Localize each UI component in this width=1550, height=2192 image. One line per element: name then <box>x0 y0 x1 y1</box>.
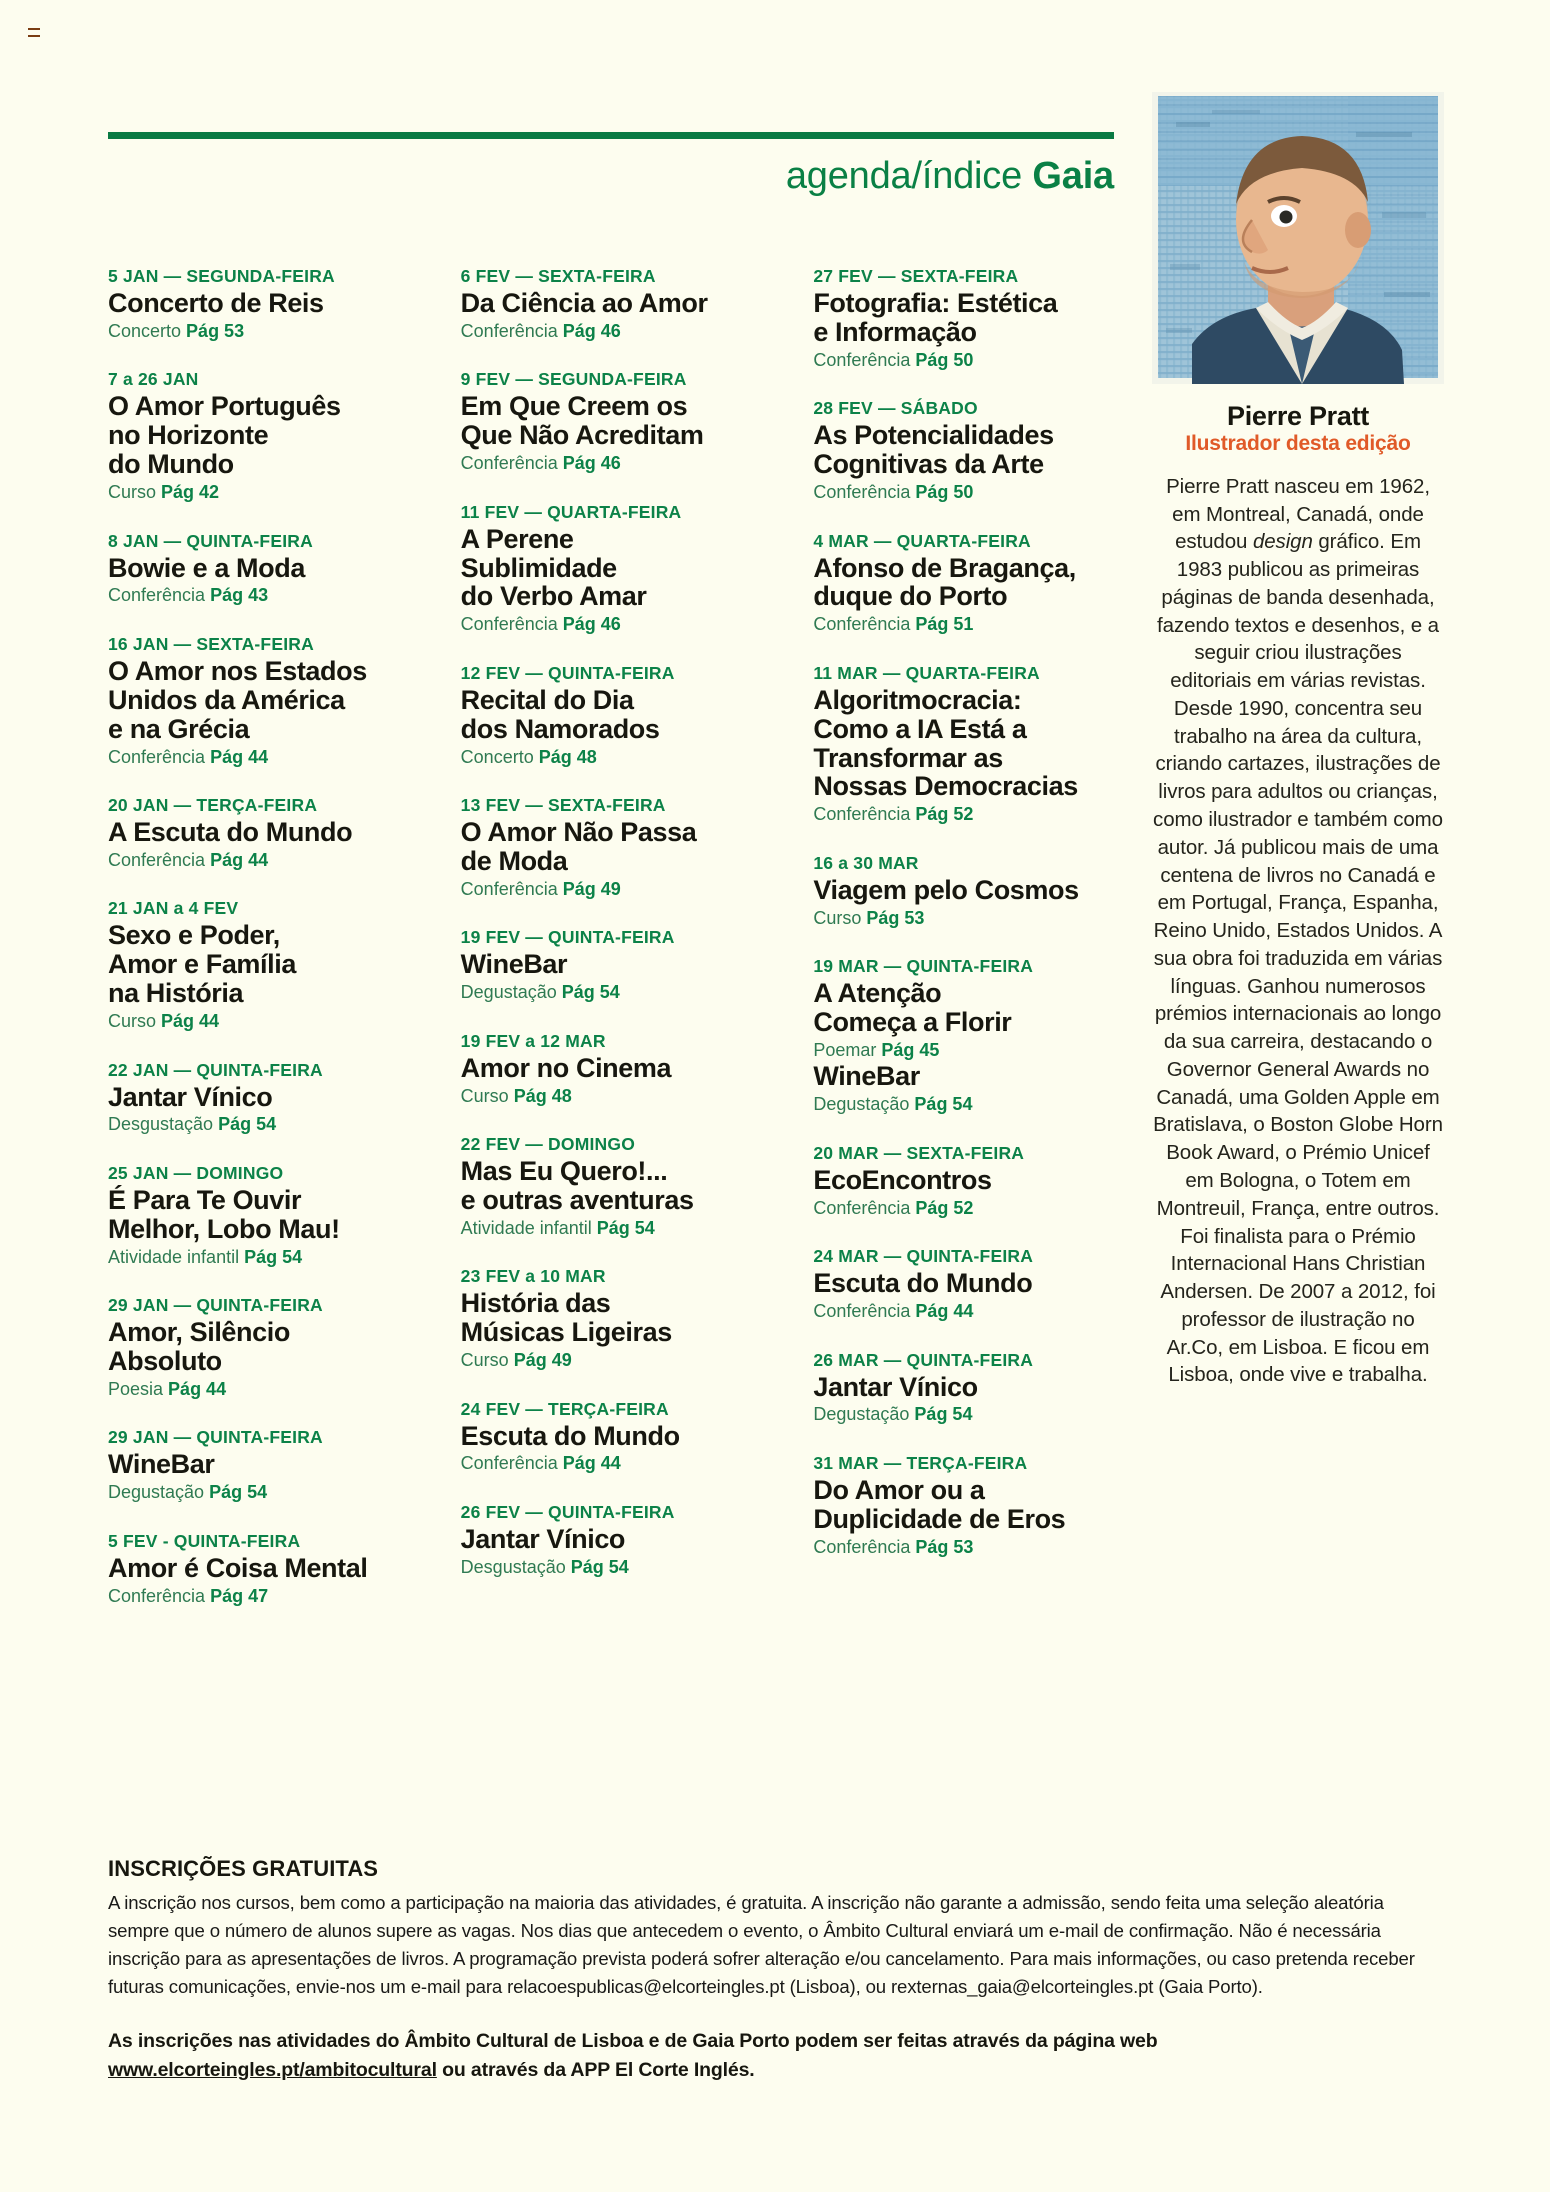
footer-heading: INSCRIÇÕES GRATUITAS <box>108 1856 379 1881</box>
agenda-event[interactable] <box>813 266 1130 371</box>
agenda-column-1 <box>108 266 425 1607</box>
event-kind: Conferência <box>813 1197 916 1218</box>
event-page-ref[interactable]: Pág 44 <box>210 849 269 870</box>
event-page-ref[interactable]: Pág 44 <box>210 746 269 767</box>
event-meta <box>813 1300 1130 1323</box>
event-kind: Desgustação <box>460 1556 571 1577</box>
event-kind: Conferência <box>460 453 563 474</box>
event-meta <box>461 1452 778 1475</box>
agenda-event[interactable] <box>108 634 425 768</box>
event-meta <box>108 849 425 872</box>
event-meta <box>461 613 778 636</box>
event-title: A Perene Sublimidade do Verbo Amar <box>460 523 647 612</box>
bio-text-part-1: Pierre Pratt nasceu em 1962, em Montreal, Canadá, onde estudou <box>1166 474 1430 554</box>
event-title: História das Músicas Ligeiras <box>460 1288 672 1348</box>
event-page-ref[interactable]: Pág 53 <box>866 907 925 928</box>
agenda-column-3 <box>813 266 1130 1607</box>
page-title-prefix: agenda/índice <box>785 155 1033 197</box>
event-title: As Potencialidades Cognitivas da Arte <box>813 420 1054 480</box>
event-title: Em Que Creem os Que Não Acreditam <box>460 391 704 451</box>
event-date: 22 FEV — DOMINGO <box>460 1134 636 1154</box>
event-page-ref[interactable]: Pág 43 <box>210 585 269 606</box>
agenda-event[interactable] <box>461 1031 778 1107</box>
event-meta <box>813 907 1130 930</box>
event-page-ref[interactable]: Pág 50 <box>915 482 974 502</box>
event-kind: Conferência <box>813 1536 916 1557</box>
event-title: EcoEncontros <box>813 1164 992 1195</box>
agenda-listing <box>108 266 1130 1607</box>
agenda-event[interactable] <box>813 531 1130 636</box>
event-title: Sexo e Poder, Amor e Família na História <box>108 920 296 1009</box>
event-date: 11 MAR — QUARTA-FEIRA <box>813 662 1040 683</box>
event-page-ref[interactable]: Pág 49 <box>513 1350 572 1370</box>
illustrator-name: Pierre Pratt <box>1227 401 1369 431</box>
crop-mark <box>28 28 40 37</box>
event-date: 29 JAN — QUINTA-FEIRA <box>108 1295 323 1316</box>
illustrator-portrait <box>1152 92 1444 384</box>
event-title: Viagem pelo Cosmos <box>813 874 1079 905</box>
event-meta <box>108 1010 425 1033</box>
agenda-event[interactable] <box>108 266 425 342</box>
event-meta <box>108 1246 425 1269</box>
event-page-ref[interactable]: Pág 54 <box>218 1114 277 1135</box>
agenda-event[interactable] <box>108 1427 425 1503</box>
event-kind: Conferência <box>108 1585 211 1606</box>
event-page-ref[interactable]: Pág 50 <box>915 349 974 370</box>
event-date: 9 FEV — SEGUNDA-FEIRA <box>460 369 687 390</box>
event-page-ref[interactable]: Pág 51 <box>915 614 974 635</box>
event-title: A Atenção Começa a Florir <box>813 978 1012 1037</box>
event-page-ref[interactable]: Pág 48 <box>513 1085 572 1106</box>
agenda-event[interactable] <box>461 1399 778 1475</box>
event-meta <box>461 1217 778 1240</box>
event-date: 26 MAR — QUINTA-FEIRA <box>813 1349 1034 1370</box>
event-meta <box>461 746 778 769</box>
event-kind: Degustação <box>460 982 562 1003</box>
event-title: Jantar Vínico <box>108 1081 273 1112</box>
event-page-ref[interactable]: Pág 44 <box>562 1453 621 1474</box>
event-title-secondary: WineBar <box>813 1061 920 1092</box>
illustrator-bio <box>1152 473 1444 1389</box>
event-kind: Conferência <box>460 1453 563 1474</box>
event-date: 20 MAR — SEXTA-FEIRA <box>813 1142 1025 1163</box>
event-meta <box>461 878 778 901</box>
page-title-brand: Gaia <box>1032 155 1114 197</box>
event-date: 4 MAR — QUARTA-FEIRA <box>813 530 1031 551</box>
agenda-event[interactable] <box>461 369 778 474</box>
event-date: 19 FEV — QUINTA-FEIRA <box>460 927 675 948</box>
event-kind: Conferência <box>108 746 211 767</box>
event-page-ref[interactable]: Pág 45 <box>881 1039 940 1060</box>
page-footer <box>108 1856 1448 2086</box>
event-page-ref[interactable]: Pág 54 <box>914 1404 973 1425</box>
event-page-ref[interactable]: Pág 48 <box>538 746 597 767</box>
page-header <box>108 132 1114 197</box>
agenda-event[interactable] <box>108 898 425 1032</box>
event-meta <box>461 1349 778 1372</box>
footer-note-part-1: As inscrições nas atividades do Âmbito Cultural de Lisboa e de Gaia Porto podem ser feitas através da página web <box>108 2029 1158 2052</box>
footer-body: A inscrição nos cursos, bem como a participação na maioria das atividades, é gratuita. A inscrição não garante a admissão, sendo feita uma seleção aleatória sempre que o número de alunos supere as vagas. Nos dias que antecedem o evento, o Âmbito Cultural enviará um e-mail de confirmação. Não é necessária inscrição para as apresentações de livros. A programação prevista poderá sofrer alteração e/ou cancelamento. Para mais informações, ou caso pretenda receber futuras comunicações, envie-nos um e-mail para relacoespublicas@elcorteingles.pt (Lisboa), ou rexternas_gaia@elcorteingles.pt (Gaia Porto). <box>108 1892 1415 1997</box>
event-kind: Curso <box>460 1350 514 1370</box>
event-date: 29 JAN — QUINTA-FEIRA <box>108 1427 323 1448</box>
agenda-event[interactable] <box>108 531 425 607</box>
event-date: 6 FEV — SEXTA-FEIRA <box>460 266 656 286</box>
event-kind: Conferência <box>813 349 916 370</box>
footer-note <box>108 2027 1448 2086</box>
event-page-ref[interactable]: Pág 54 <box>596 1217 655 1238</box>
event-kind: Conferência <box>460 614 563 635</box>
event-meta-secondary <box>813 1093 1130 1116</box>
event-meta <box>108 1585 425 1608</box>
event-meta <box>461 981 778 1004</box>
event-date: 16 JAN — SEXTA-FEIRA <box>108 633 314 654</box>
event-title: O Amor Não Passa de Moda <box>460 817 697 876</box>
event-meta <box>108 746 425 769</box>
event-title: É Para Te Ouvir Melhor, Lobo Mau! <box>108 1184 340 1244</box>
event-title: WineBar <box>460 949 568 980</box>
event-page-ref[interactable]: Pág 42 <box>161 482 220 502</box>
event-kind: Desgustação <box>108 1114 219 1135</box>
event-meta <box>461 320 778 343</box>
event-kind: Conferência <box>813 1301 916 1321</box>
agenda-event[interactable] <box>461 1266 778 1371</box>
event-page-ref[interactable]: Pág 49 <box>562 878 621 899</box>
event-meta <box>813 803 1130 826</box>
event-date: 27 FEV — SEXTA-FEIRA <box>813 266 1019 286</box>
event-date: 11 FEV — QUARTA-FEIRA <box>460 501 682 522</box>
event-date: 24 MAR — QUINTA-FEIRA <box>813 1246 1034 1267</box>
event-kind: Conferência <box>813 482 916 502</box>
agenda-event[interactable] <box>813 956 1130 1116</box>
event-kind: Curso <box>108 1011 162 1031</box>
illustrator-panel <box>1152 92 1444 1389</box>
agenda-event[interactable] <box>108 1531 425 1607</box>
portrait-illustration <box>1152 92 1444 384</box>
agenda-event[interactable] <box>461 502 778 636</box>
event-meta <box>108 320 425 343</box>
event-page-ref[interactable]: Pág 52 <box>915 1197 974 1218</box>
event-title: WineBar <box>108 1449 215 1480</box>
event-meta <box>813 349 1130 372</box>
event-kind: Poesia <box>108 1378 169 1399</box>
event-page-ref[interactable]: Pág 53 <box>915 1536 974 1557</box>
event-title: O Amor nos Estados Unidos da América e na Grécia <box>108 655 367 744</box>
event-meta <box>813 1403 1130 1426</box>
event-date: 16 a 30 MAR <box>813 852 919 873</box>
event-meta <box>461 452 778 475</box>
event-kind: Concerto <box>108 320 187 341</box>
event-meta <box>813 613 1130 636</box>
illustrator-role: Ilustrador desta edição <box>1185 431 1411 455</box>
event-meta <box>108 1481 425 1504</box>
event-date: 21 JAN a 4 FEV <box>108 898 239 919</box>
agenda-event[interactable] <box>461 1134 778 1239</box>
ambito-cultural-link[interactable]: www.elcorteingles.pt/ambitocultural <box>108 2059 437 2082</box>
event-meta <box>461 1085 778 1108</box>
event-title: Jantar Vínico <box>460 1523 626 1554</box>
event-date: 28 FEV — SÁBADO <box>813 398 978 419</box>
agenda-event[interactable] <box>813 1453 1130 1558</box>
bio-emphasis: design <box>1252 530 1313 554</box>
event-title: Escuta do Mundo <box>460 1420 680 1451</box>
event-page-ref[interactable]: Pág 46 <box>562 614 621 635</box>
event-page-ref[interactable]: Pág 44 <box>161 1011 220 1031</box>
event-date: 22 JAN — QUINTA-FEIRA <box>108 1059 323 1080</box>
event-page-ref[interactable]: Pág 46 <box>562 320 621 341</box>
agenda-event[interactable] <box>461 266 778 342</box>
event-page-ref[interactable]: Pág 47 <box>210 1585 269 1606</box>
agenda-event[interactable] <box>461 1502 778 1578</box>
event-title: Concerto de Reis <box>108 288 324 318</box>
header-rule <box>108 132 1114 139</box>
event-date: 23 FEV a 10 MAR <box>460 1266 606 1287</box>
event-title: Bowie e a Moda <box>108 552 305 583</box>
agenda-event[interactable] <box>461 795 778 900</box>
event-kind: Atividade infantil <box>460 1217 597 1238</box>
event-meta <box>108 481 425 504</box>
agenda-event[interactable] <box>108 795 425 871</box>
agenda-event[interactable] <box>108 1295 425 1400</box>
agenda-event[interactable] <box>813 398 1130 503</box>
event-kind: Curso <box>813 907 867 928</box>
event-meta <box>108 1113 425 1136</box>
event-page-ref[interactable]: Pág 44 <box>915 1301 974 1321</box>
event-date: 19 MAR — QUINTA-FEIRA <box>813 956 1034 977</box>
event-kind: Conferência <box>108 849 211 870</box>
agenda-event[interactable] <box>108 1163 425 1268</box>
event-date: 12 FEV — QUINTA-FEIRA <box>460 662 675 683</box>
page-title <box>108 157 1114 197</box>
event-date: 5 JAN — SEGUNDA-FEIRA <box>108 266 335 286</box>
agenda-event[interactable] <box>108 369 425 503</box>
agenda-event[interactable] <box>461 663 778 768</box>
event-page-ref[interactable]: Pág 52 <box>915 804 974 825</box>
event-page-ref[interactable]: Pág 53 <box>186 320 245 341</box>
event-title: Mas Eu Quero!... e outras aventuras <box>460 1156 694 1215</box>
event-kind-secondary: Degustação <box>813 1094 915 1115</box>
event-date: 19 FEV a 12 MAR <box>460 1030 606 1051</box>
event-title: Algoritmocracia: Como a IA Está a Transformar as Nossas Democracias <box>813 684 1078 802</box>
event-date: 25 JAN — DOMINGO <box>108 1162 284 1183</box>
event-kind: Degustação <box>108 1482 210 1503</box>
event-date: 7 a 26 JAN <box>108 369 199 390</box>
event-page-ref[interactable]: Pág 46 <box>562 453 621 474</box>
event-kind: Atividade infantil <box>108 1246 245 1267</box>
agenda-event[interactable] <box>461 927 778 1003</box>
event-kind: Conferência <box>813 614 916 635</box>
agenda-event[interactable] <box>813 853 1130 929</box>
event-meta <box>813 1039 1130 1062</box>
event-title: A Escuta do Mundo <box>108 817 353 847</box>
agenda-column-2 <box>461 266 778 1607</box>
event-page-ref[interactable]: Pág 54 <box>561 982 620 1003</box>
event-kind: Degustação <box>813 1404 915 1425</box>
footer-note-part-2: ou através da APP El Corte Inglés. <box>436 2059 755 2082</box>
event-meta <box>813 1197 1130 1220</box>
event-title: Afonso de Bragança, duque do Porto <box>813 552 1076 612</box>
event-page-ref[interactable]: Pág 54 <box>209 1482 268 1503</box>
event-title: Recital do Dia dos Namorados <box>460 684 660 744</box>
event-title: Jantar Vínico <box>813 1371 978 1402</box>
event-meta <box>108 584 425 607</box>
event-title: Do Amor ou a Duplicidade de Eros <box>813 1474 1066 1534</box>
event-meta <box>108 1378 425 1401</box>
event-title: Amor é Coisa Mental <box>108 1552 368 1583</box>
bio-text-part-2: gráfico. Em 1983 publicou as primeiras páginas de banda desenhada, fazendo textos e desenhos, e a seguir criou ilustrações editoriais em várias revistas. Desde 1990, concentra seu trabalho na área da cultura, criando cartazes, ilustrações de livros para adultos ou crianças, como ilustrador e também como autor. Já publicou mais de uma centena de livros no Canadá e em Portugal, França, Espanha, Reino Unido, Estados Unidos. A sua obra foi traduzida em várias línguas. Ganhou numerosos prémios internacionais ao longo da sua carreira, destacando o Governor General Awards no Canadá, uma Golden Apple em Bratislava, o Boston Globe Horn Book Award, o Prémio Unicef em Bologna, o Totem em Montreuil, França, entre outros. Foi finalista para o Prémio Internacional Hans Christian Andersen. De 2007 a 2012, foi professor de ilustração no Ar.Co, em Lisboa. E ficou em Lisboa, onde vive e trabalha. <box>1153 530 1443 1387</box>
event-page-ref[interactable]: Pág 54 <box>244 1246 303 1267</box>
event-date: 5 FEV - QUINTA-FEIRA <box>108 1530 301 1551</box>
event-page-ref-secondary[interactable]: Pág 54 <box>914 1094 973 1115</box>
event-date: 24 FEV — TERÇA-FEIRA <box>460 1398 669 1419</box>
event-kind: Conferência <box>460 320 563 341</box>
event-kind: Conferência <box>813 804 916 825</box>
agenda-event[interactable] <box>813 1143 1130 1219</box>
event-kind: Curso <box>108 482 162 502</box>
event-meta <box>813 481 1130 504</box>
event-kind: Concerto <box>460 746 539 767</box>
event-kind: Conferência <box>108 585 211 606</box>
event-page-ref[interactable]: Pág 44 <box>168 1378 227 1399</box>
agenda-event[interactable] <box>108 1060 425 1136</box>
event-date: 13 FEV — SEXTA-FEIRA <box>460 795 666 815</box>
event-title: Da Ciência ao Amor <box>460 288 708 318</box>
event-date: 26 FEV — QUINTA-FEIRA <box>460 1501 675 1522</box>
event-kind: Curso <box>460 1085 514 1106</box>
event-meta <box>813 1536 1130 1559</box>
event-title: Escuta do Mundo <box>813 1268 1033 1299</box>
event-title: Amor no Cinema <box>460 1052 672 1083</box>
event-kind: Poemar <box>813 1039 882 1060</box>
event-title: O Amor Português no Horizonte do Mundo <box>108 391 341 480</box>
agenda-event[interactable] <box>813 1350 1130 1426</box>
event-date: 31 MAR — TERÇA-FEIRA <box>813 1452 1028 1473</box>
event-title: Amor, Silêncio Absoluto <box>108 1317 290 1376</box>
event-date: 8 JAN — QUINTA-FEIRA <box>108 530 313 551</box>
event-kind: Conferência <box>460 878 563 899</box>
agenda-event[interactable] <box>813 663 1130 826</box>
event-date: 20 JAN — TERÇA-FEIRA <box>108 795 318 815</box>
event-title: Fotografia: Estética e Informação <box>813 288 1058 347</box>
event-page-ref[interactable]: Pág 54 <box>570 1556 629 1577</box>
event-meta <box>461 1556 778 1579</box>
agenda-event[interactable] <box>813 1246 1130 1322</box>
